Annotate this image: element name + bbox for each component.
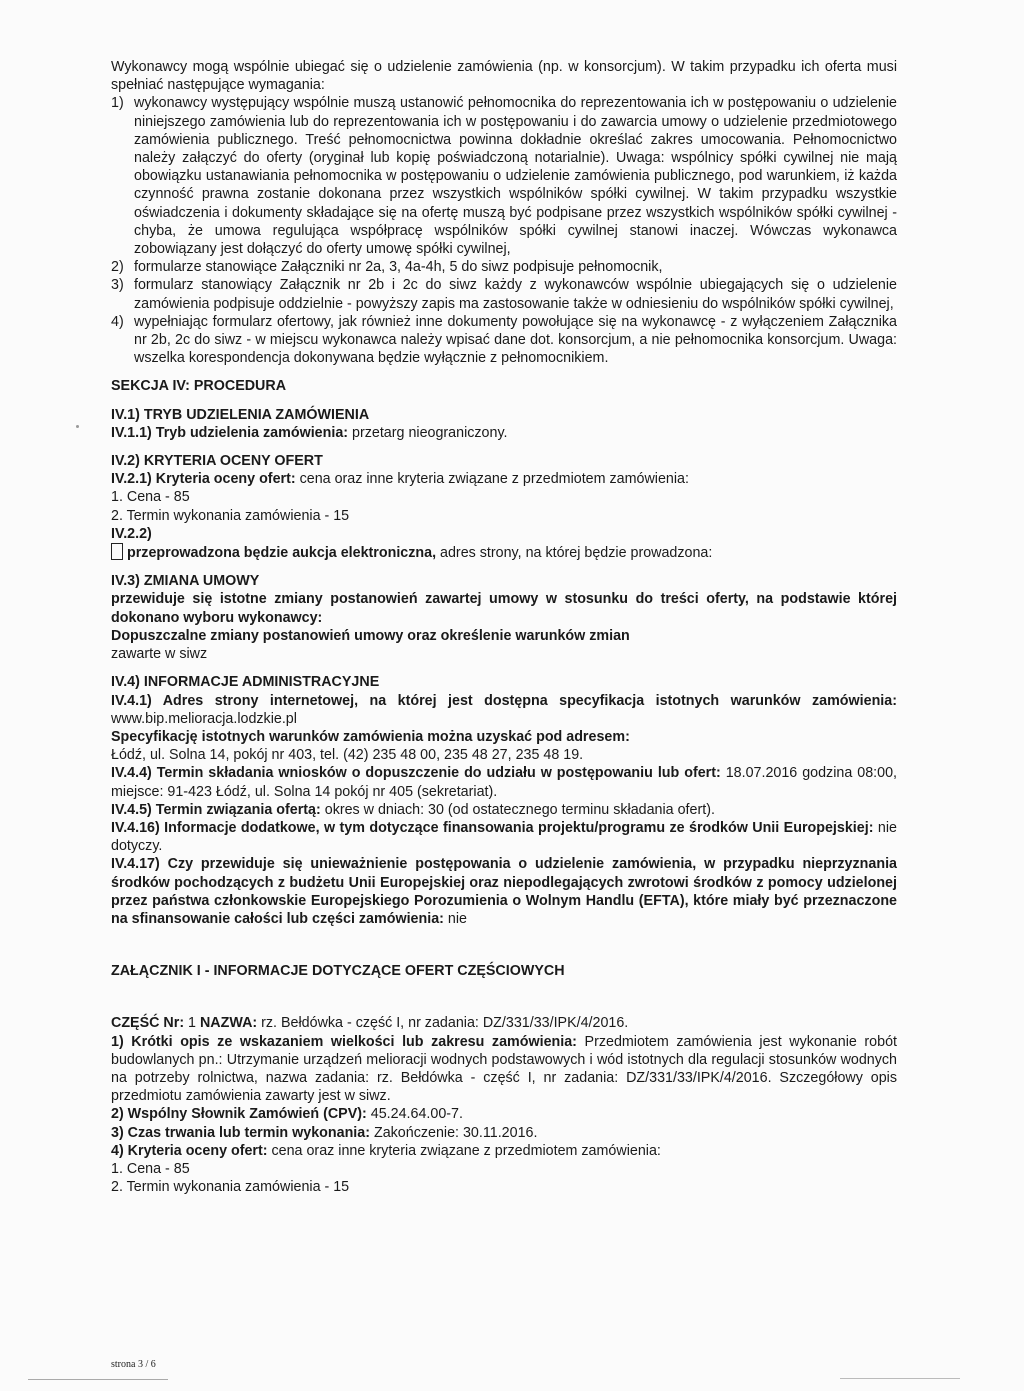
cpv-value: 45.24.64.00-7. — [366, 1106, 463, 1123]
cpv-label: 2) Wspólny Słownik Zamówień (CPV): — [111, 1106, 367, 1123]
iv11-line — [111, 424, 897, 442]
iv416-value: nie dotyczy. — [111, 819, 897, 855]
spec-address: Łódź, ul. Solna 14, pokój nr 403, tel. (42) 235 48 00, 235 48 27, 235 48 19. — [111, 747, 584, 764]
iv4-heading: IV.4) INFORMACJE ADMINISTRACYJNE — [111, 674, 380, 691]
annex-title: ZAŁĄCZNIK I - INFORMACJE DOTYCZĄCE OFERT CZĘŚCIOWYCH — [111, 963, 565, 980]
desc-value: Przedmiotem zamówienia jest wykonanie robót budowlanych pn.: Utrzymanie urządzeń melioracji wodnych podstawowych i wód istotnych dla regulacji stosunków wodnych na potrzeby rolnictwa, nazwa zadania: rz. Bełdówka - część I, nr zadania: DZ/331/33/IPK/4/2016. Szczegółowy opis przedmiotu zamówienia zawarty jest w siwz. — [111, 1033, 898, 1105]
iv3-subheading: Dopuszczalne zmiany postanowień umowy oraz określenie warunków zmian — [111, 627, 630, 644]
iv44-value: 18.07.2016 godzina 08:00, miejsce: 91-423 Łódź, ul. Solna 14 pokój nr 405 (sekretariat). — [111, 765, 897, 800]
iv45-line — [111, 801, 897, 819]
iv417-value: nie — [443, 910, 467, 927]
auction-line — [111, 543, 897, 562]
section-title: SEKCJA IV: PROCEDURA — [111, 378, 287, 395]
iv3-heading: IV.3) ZMIANA UMOWY — [111, 573, 260, 590]
annex-criterion-price: 1. Cena - 85 — [111, 1160, 190, 1177]
list-text: formularze stanowiące Załączniki nr 2a, 3, 4a-4h, 5 do siwz podpisuje pełnomocnik, — [134, 259, 663, 276]
list-number: 2) — [111, 259, 124, 276]
desc-label: 1) Krótki opis ze wskazaniem wielkości lub zakresu zamówienia: — [111, 1033, 577, 1050]
iv1-heading: IV.1) TRYB UDZIELENIA ZAMÓWIENIA — [111, 406, 370, 423]
spec-label: Specyfikację istotnych warunków zamówienia można uzyskać pod adresem: — [111, 728, 630, 745]
time-label: 3) Czas trwania lub termin wykonania: — [111, 1124, 370, 1141]
cpv-line — [111, 1105, 897, 1123]
list-text: wykonawcy występujący wspólnie muszą ustanowić pełnomocnika do reprezentowania ich w postępowaniu o udzielenie niniejszego zamówienia lub do reprezentowania ich w postępowaniu i do zawarcia umowy o udzielenie przedmiotowego zamówienia publicznego. Treść pełnomocnictwa powinna dokładnie określać zakres umocowania. Pełnomocnictwo należy załączyć do oferty (oryginał lub kopię poświadczoną notarialnie). Uwaga: wspólnicy spółki cywilnej nie mają obowiązku ustanawiania pełnomocnika w postępowaniu o udzielenie zamówienia publicznego, pod warunkiem, iż każda czynność prawna zostanie dokonana przez wszystkich wspólników spółki cywilnej. W takim przypadku wszystkie oświadczenia i dokumenty składające się na ofertę muszą być podpisane przez wszystkich wspólników spółki cywilnej - chyba, że umowa regulująca współpracę wspólników spółki cywilnej stanowi inaczej. Wówczas wykonawca zobowiązany jest dołączyć do oferty umowę spółki cywilnej, — [134, 95, 897, 258]
list-item — [111, 313, 897, 368]
list-item — [111, 258, 897, 276]
iv45-value: okres w dniach: 30 (od ostatecznego terminu składania ofert). — [320, 801, 715, 818]
iv417-line — [111, 855, 897, 928]
list-number: 3) — [111, 277, 124, 294]
list-text: wypełniając formularz ofertowy, jak również inne dokumenty powołujące się na wykonawcę - z wyłączeniem Załącznika nr 2b, 2c do siwz - w miejscu wykonawca należy wpisać dane dot. konsorcjum, a nie pełnomocnika konsorcjum. Uwaga: wszelka korespondencja dokonywana będzie wyłącznie z pełnomocnikiem. — [134, 313, 897, 367]
intro-paragraph: Wykonawcy mogą wspólnie ubiegać się o udzielenie zamówienia (np. w konsorcjum). W takim przypadku ich oferta musi spełniać następujące wymagania: — [111, 59, 897, 94]
iv44-line — [111, 764, 897, 800]
criterion-deadline: 2. Termin wykonania zamówienia - 15 — [111, 507, 350, 524]
scan-speck — [76, 425, 79, 428]
iv21-line — [111, 470, 897, 488]
list-number: 1) — [111, 95, 124, 112]
iv2-heading: IV.2) KRYTERIA OCENY OFERT — [111, 453, 323, 470]
iv416-label: IV.4.16) Informacje dodatkowe, w tym dotyczące finansowania projektu/programu ze środków Unii Europejskiej: — [111, 819, 874, 836]
iv41-line — [111, 692, 897, 728]
iv11-label: IV.1.1) Tryb udzielenia zamówienia: — [111, 424, 349, 441]
iv41-label: IV.4.1) Adres strony internetowej, na której jest dostępna specyfikacja istotnych warunków zamówienia: — [111, 692, 897, 709]
iv416-line — [111, 819, 897, 855]
document-page — [111, 58, 897, 1196]
crit-value: cena oraz inne kryteria związane z przedmiotem zamówienia: — [267, 1142, 661, 1159]
list-number: 4) — [111, 313, 124, 330]
scan-edge-line — [28, 1379, 168, 1380]
iv41-value: www.bip.melioracja.lodzkie.pl — [111, 710, 297, 727]
iv3-value: zawarte w siwz — [111, 646, 208, 663]
scan-edge-line — [840, 1378, 960, 1379]
list-text: formularz stanowiący Załącznik nr 2b i 2c do siwz każdy z wykonawców wspólnie ubiegających się o udzielenie zamówienia podpisuje oddzielnie - powyższy zapis ma zastosowanie także w odniesieniu do wspólników spółki cywilnej, — [134, 277, 897, 312]
part-description — [111, 1033, 897, 1106]
iv3-statement: przewiduje się istotne zmiany postanowień zawartej umowy w stosunku do treści oferty, na podstawie której dokonano wyboru wykonawcy: — [111, 591, 897, 626]
iv45-label: IV.4.5) Termin związania ofertą: — [111, 801, 321, 818]
time-value: Zakończenie: 30.11.2016. — [370, 1124, 538, 1141]
iv11-value: przetarg nieograniczony. — [348, 424, 508, 441]
part-label: CZĘŚĆ Nr: — [111, 1015, 185, 1032]
part-number: 1 — [184, 1015, 200, 1032]
iv21-label: IV.2.1) Kryteria oceny ofert: — [111, 471, 296, 488]
auction-rest: adres strony, na której będzie prowadzona: — [436, 545, 713, 562]
part-line — [111, 1014, 897, 1032]
auction-checkbox — [111, 543, 123, 560]
iv44-label: IV.4.4) Termin składania wniosków o dopuszczenie do udziału w postępowaniu lub ofert: — [111, 765, 721, 782]
page-number: strona 3 / 6 — [111, 1359, 156, 1370]
list-item — [111, 94, 897, 258]
annex-criterion-deadline: 2. Termin wykonania zamówienia - 15 — [111, 1179, 350, 1196]
crit-label: 4) Kryteria oceny ofert: — [111, 1142, 268, 1159]
part-name-label: NAZWA: — [199, 1015, 258, 1032]
iv417-label: IV.4.17) Czy przewiduje się unieważnienie postępowania o udzielenie zamówienia, w przypadku nieprzyznania środków pochodzących z budżetu Unii Europejskiej oraz niepodlegających zwrotowi środków z pomocy udzielonej przez państwa członkowskie Europejskiego Porozumienia o Wolnym Handlu (EFTA), które miały być przeznaczone na sfinansowanie całości lub części zamówienia: — [111, 856, 897, 927]
iv21-value: cena oraz inne kryteria związane z przedmiotem zamówienia: — [295, 471, 689, 488]
auction-label: przeprowadzona będzie aukcja elektroniczna, — [127, 545, 437, 562]
time-line — [111, 1124, 897, 1142]
list-item — [111, 276, 897, 312]
criteria-line — [111, 1142, 897, 1160]
criterion-price: 1. Cena - 85 — [111, 489, 190, 506]
iv22-label: IV.2.2) — [111, 525, 152, 542]
part-name-value: rz. Bełdówka - część I, nr zadania: DZ/331/33/IPK/4/2016. — [257, 1015, 629, 1032]
